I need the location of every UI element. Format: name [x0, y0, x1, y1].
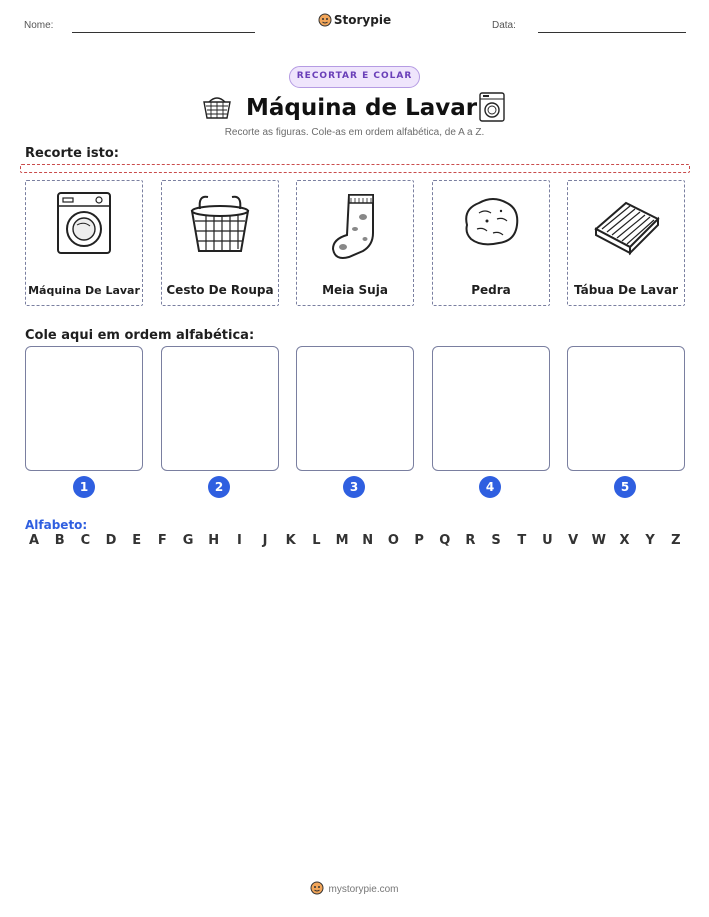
- brand-name: Storypie: [333, 13, 392, 27]
- name-line[interactable]: [72, 32, 255, 33]
- alphabet-letter: I: [236, 533, 242, 548]
- order-number-4: 4: [479, 476, 501, 498]
- cut-line: [20, 164, 690, 173]
- washing-machine-icon: [479, 92, 505, 122]
- cut-card-label: Máquina De Lavar: [28, 284, 140, 297]
- alphabet-letter: O: [387, 533, 399, 548]
- cut-card-label: Pedra: [471, 283, 511, 297]
- stone-icon: [457, 189, 525, 261]
- page-title: Máquina de Lavar: [246, 95, 478, 121]
- paste-box-5[interactable]: [567, 346, 685, 471]
- order-number-5: 5: [614, 476, 636, 498]
- alphabet-letter: W: [591, 533, 606, 548]
- footer: [0, 881, 709, 895]
- cut-card-4[interactable]: [432, 180, 550, 306]
- cut-card-1[interactable]: [25, 180, 143, 306]
- alphabet-letter: A: [28, 533, 40, 548]
- date-label: Data:: [492, 20, 516, 31]
- storypie-logo-icon: [318, 13, 332, 27]
- alphabet-letter: Y: [645, 533, 655, 548]
- alphabet-letter: G: [182, 533, 194, 548]
- alphabet-letter: Z: [671, 533, 681, 548]
- washing-machine-icon: [50, 189, 118, 261]
- alphabet-letter: X: [619, 533, 630, 548]
- paste-box-3[interactable]: [296, 346, 414, 471]
- laundry-basket-icon: [202, 94, 232, 120]
- cut-card-label: Cesto De Roupa: [166, 283, 274, 297]
- alphabet-letter: R: [465, 533, 476, 548]
- paste-box-1[interactable]: [25, 346, 143, 471]
- alphabet-letter: D: [105, 533, 117, 548]
- alphabet-letter: U: [542, 533, 553, 548]
- alphabet-letter: P: [414, 533, 424, 548]
- washboard-icon: [592, 189, 660, 261]
- alphabet-letter: K: [285, 533, 296, 548]
- instructions: Recorte as figuras. Cole-as em ordem alfabética, de A a Z.: [224, 127, 485, 138]
- alphabet-letter: E: [132, 533, 142, 548]
- alphabet-letter: S: [491, 533, 501, 548]
- alphabet-letter: B: [54, 533, 65, 548]
- storypie-logo-icon: [310, 881, 324, 895]
- alphabet-letter: T: [517, 533, 527, 548]
- title-row: [0, 92, 709, 124]
- paste-box-4[interactable]: [432, 346, 550, 471]
- alphabet-letter: H: [208, 533, 220, 548]
- cut-card-3[interactable]: [296, 180, 414, 306]
- activity-badge: RECORTAR E COLAR: [289, 66, 420, 88]
- paste-section-label: Cole aqui em ordem alfabética:: [25, 328, 255, 343]
- order-number-2: 2: [208, 476, 230, 498]
- dirty-sock-icon: [321, 189, 389, 261]
- name-label: Nome:: [24, 20, 54, 31]
- date-line[interactable]: [538, 32, 686, 33]
- order-number-3: 3: [343, 476, 365, 498]
- footer-url[interactable]: mystorypie.com: [328, 884, 399, 895]
- alphabet-letter: V: [568, 533, 579, 548]
- cut-card-2[interactable]: [161, 180, 279, 306]
- alphabet-letter: F: [157, 533, 167, 548]
- alphabet-label: Alfabeto:: [25, 518, 88, 532]
- laundry-basket-icon: [186, 189, 254, 261]
- cut-section-label: Recorte isto:: [25, 146, 119, 161]
- alphabet-letter: C: [80, 533, 91, 548]
- alphabet-letter: Q: [439, 533, 451, 548]
- cut-card-5[interactable]: [567, 180, 685, 306]
- paste-box-2[interactable]: [161, 346, 279, 471]
- brand: [0, 13, 709, 27]
- cut-card-label: Tábua De Lavar: [573, 283, 678, 297]
- alphabet-letter: M: [335, 533, 349, 548]
- alphabet-row: [25, 533, 685, 548]
- alphabet-letter: L: [312, 533, 321, 548]
- order-number-1: 1: [73, 476, 95, 498]
- alphabet-letter: J: [262, 533, 268, 548]
- alphabet-letter: N: [362, 533, 374, 548]
- cut-card-label: Meia Suja: [322, 283, 388, 297]
